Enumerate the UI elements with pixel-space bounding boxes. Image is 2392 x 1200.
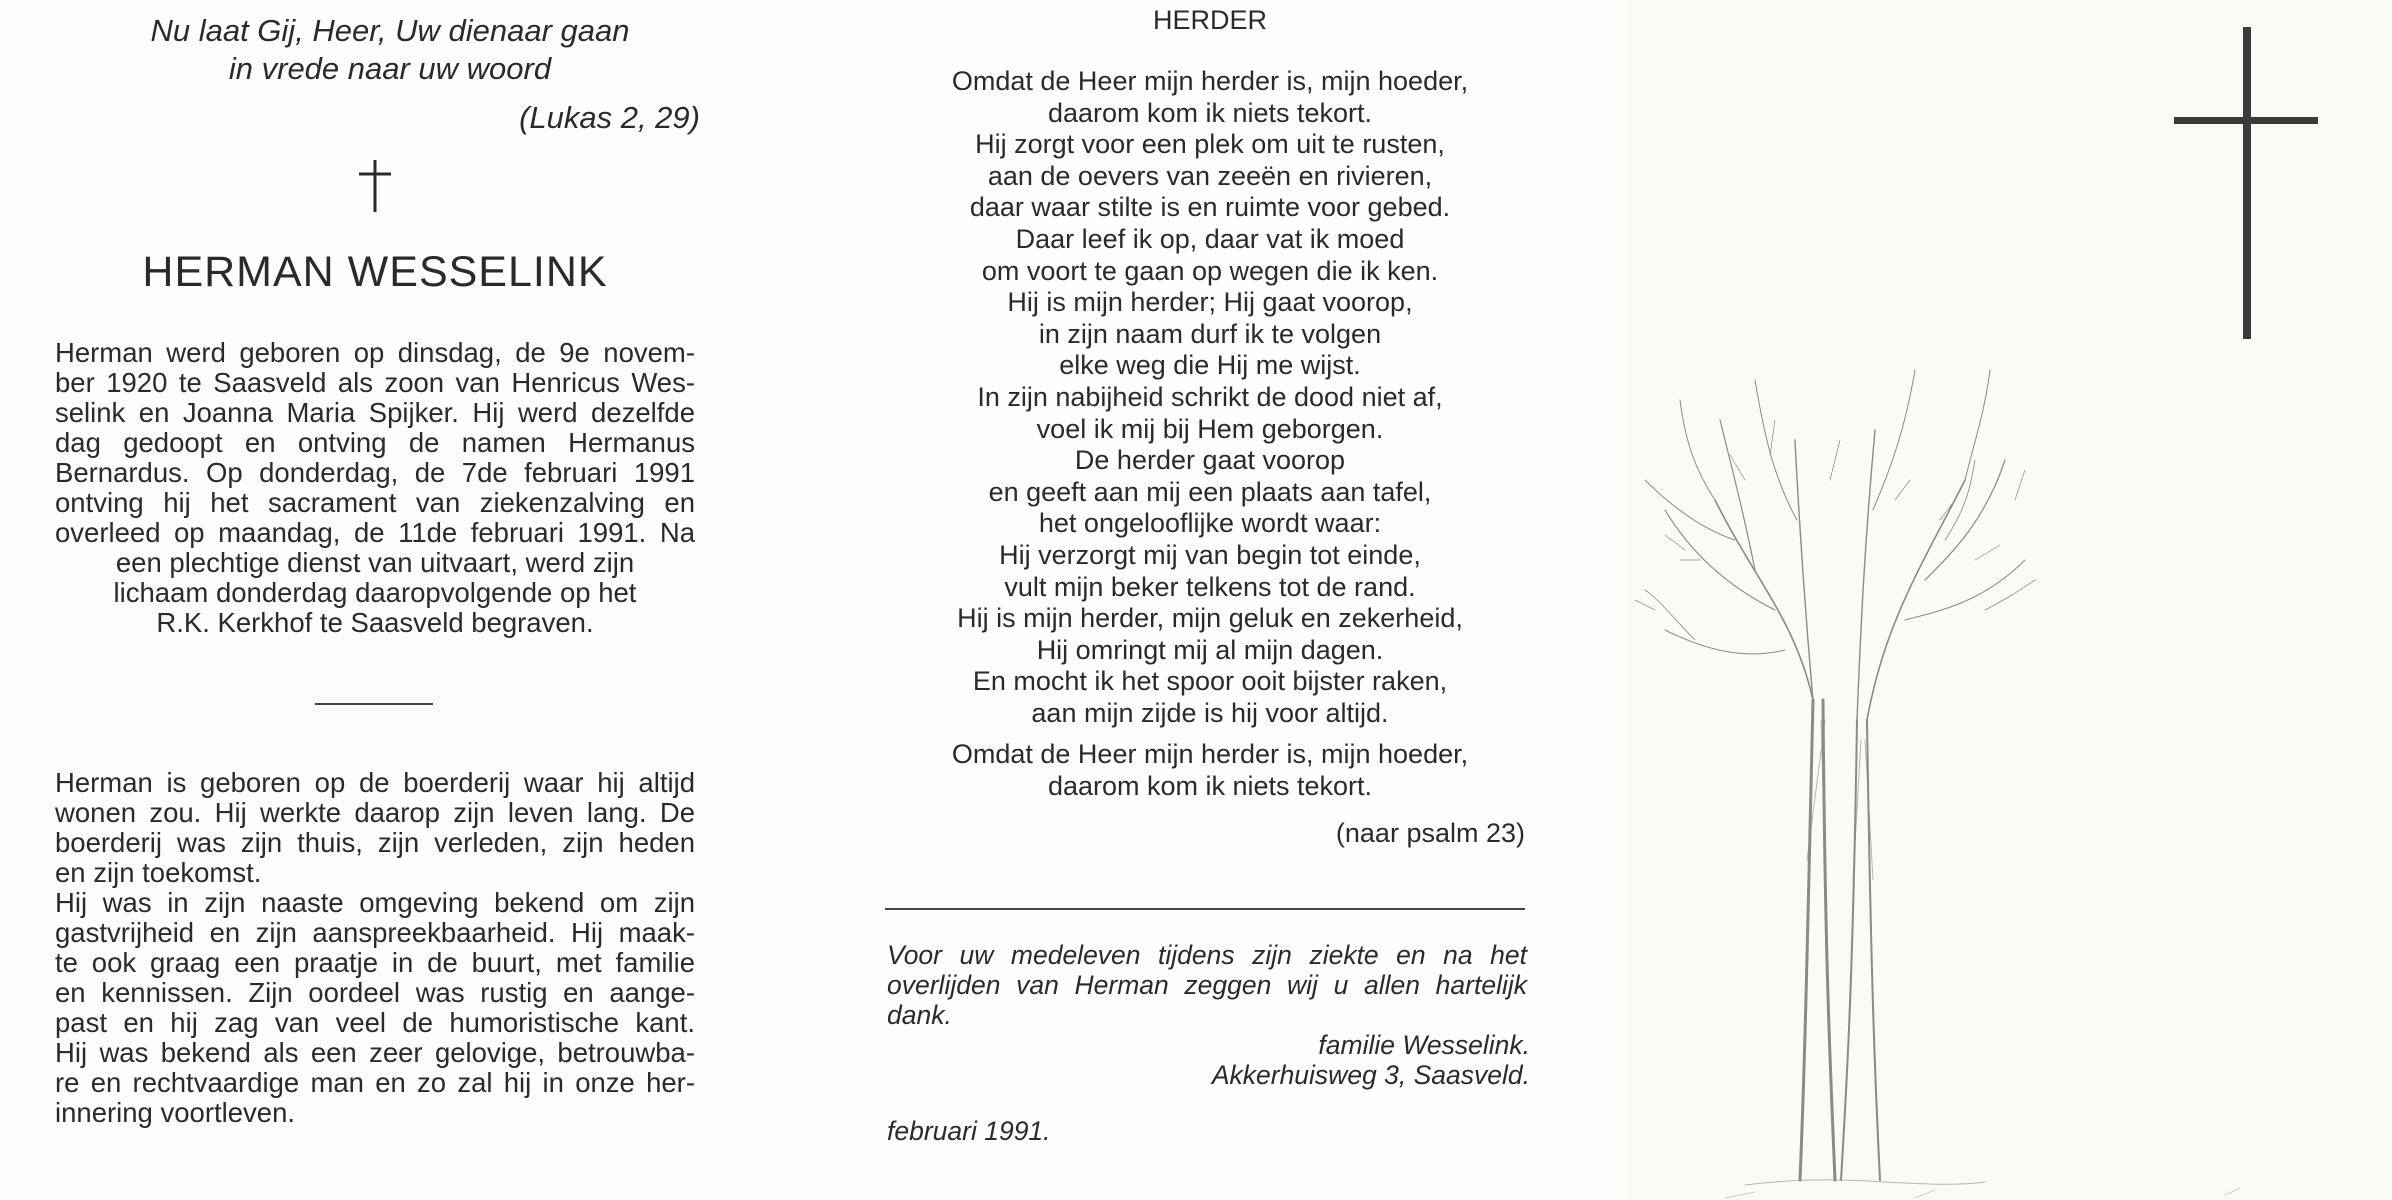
poem-line: vult mijn beker telkens tot de rand. bbox=[1004, 571, 1416, 602]
bio-line: dag gedoopt en ontving de namen Hermanus bbox=[55, 427, 695, 458]
cross-icon bbox=[2160, 25, 2320, 345]
bio-line: ontving hij het sacrament van ziekenzalving en bbox=[55, 487, 695, 518]
poem-line: het ongelooflijke wordt waar: bbox=[1038, 508, 1382, 539]
bio-line: ber 1920 te Saasveld als zoon van Henricus Wes- bbox=[55, 367, 695, 398]
poem-line: in zijn naam durf ik te volgen bbox=[1038, 318, 1382, 349]
quote-line: in vrede naar uw woord bbox=[228, 51, 552, 86]
life-paragraph bbox=[55, 768, 695, 1128]
poem-line: Omdat de Heer mijn herder is, mijn hoeder, bbox=[951, 66, 1469, 96]
poem-title: HERDER bbox=[1152, 5, 1267, 35]
small-cross-icon bbox=[355, 158, 395, 214]
refrain-line: Omdat de Heer mijn herder is, mijn hoeder, bbox=[951, 739, 1469, 770]
middle-panel bbox=[795, 0, 1625, 1200]
left-panel bbox=[0, 0, 795, 1200]
poem-line: De herder gaat voorop bbox=[1074, 445, 1346, 476]
bio-line: overleed op maandag, de 11de februari 1991. Na bbox=[55, 517, 695, 548]
signature-line: Akkerhuisweg 3, Saasveld. bbox=[1211, 1060, 1530, 1090]
thanks-line: dank. bbox=[887, 1000, 952, 1030]
card-date: februari 1991. bbox=[887, 1116, 1051, 1146]
life-line: Hij was bekend als een zeer gelovige, betrouwba- bbox=[55, 1037, 695, 1068]
poem-line: Hij omringt mij al mijn dagen. bbox=[1036, 634, 1384, 665]
poem-line: Hij verzorgt mij van begin tot einde, bbox=[999, 539, 1421, 570]
poem-line: voel ik mij bij Hem geborgen. bbox=[1036, 413, 1384, 444]
poem bbox=[795, 66, 1625, 803]
life-line: boerderij was zijn thuis, zijn verleden, zijn heden bbox=[55, 827, 695, 858]
poem-line: daar waar stilte is en ruimte voor gebed. bbox=[969, 192, 1451, 223]
biography-paragraph bbox=[55, 338, 695, 638]
life-line: innering voortleven. bbox=[55, 1097, 296, 1128]
bio-line: een plechtige dienst van uitvaart, werd zijn bbox=[115, 547, 635, 578]
bible-quote bbox=[90, 12, 690, 88]
thanks-line: Voor uw medeleven tijdens zijn ziekte en na het bbox=[887, 940, 1527, 970]
poem-line: en geeft aan mij een plaats aan tafel, bbox=[988, 476, 1432, 507]
poem-line: om voort te gaan op wegen die ik ken. bbox=[981, 255, 1439, 286]
poem-line: Hij is mijn herder, mijn geluk en zekerheid, bbox=[957, 603, 1463, 634]
refrain-line: daarom kom ik niets tekort. bbox=[1047, 771, 1373, 802]
poem-line: aan de oevers van zeeën en rivieren, bbox=[987, 160, 1433, 191]
poem-line: Hij is mijn herder; Hij gaat voorop, bbox=[1007, 287, 1413, 318]
poem-line: Daar leef ik op, daar vat ik moed bbox=[1015, 223, 1405, 254]
poem-line: Hij zorgt voor een plek om uit te rusten, bbox=[975, 129, 1445, 160]
life-line: te ook graag een praatje in de buurt, met familie bbox=[55, 947, 695, 978]
life-line: past en hij zag van veel de humoristische kant. bbox=[55, 1007, 695, 1038]
bio-line: Herman werd geboren op dinsdag, de 9e novem- bbox=[55, 337, 695, 368]
life-line: Hij was in zijn naaste omgeving bekend om zijn bbox=[55, 887, 695, 918]
signature-line: familie Wesselink. bbox=[1318, 1030, 1530, 1060]
life-line: en kennissen. Zijn oordeel was rustig en aange- bbox=[55, 977, 695, 1008]
bio-line: selink en Joanna Maria Spijker. Hij werd dezelfde bbox=[55, 397, 695, 428]
life-line: gastvrijheid en zijn aanspreekbaarheid. Hij maak- bbox=[55, 917, 695, 948]
bio-line: Bernardus. Op donderdag, de 7de februari 1991 bbox=[55, 457, 695, 488]
poem-line: In zijn nabijheid schrikt de dood niet af, bbox=[977, 381, 1443, 412]
life-line: Herman is geboren op de boerderij waar hij altijd bbox=[55, 767, 695, 798]
poem-line: elke weg die Hij me wijst. bbox=[1059, 350, 1361, 381]
life-line: re en rechtvaardige man en zo zal hij in onze her- bbox=[55, 1067, 695, 1098]
poem-line: aan mijn zijde is hij voor altijd. bbox=[1031, 697, 1389, 728]
life-line: wonen zou. Hij werkte daarop zijn leven lang. De bbox=[55, 797, 695, 828]
life-line: en zijn toekomst. bbox=[55, 857, 262, 888]
deceased-name: HERMAN WESSELINK bbox=[142, 248, 608, 296]
tree-drawing bbox=[1625, 360, 2392, 1200]
poem-line: En mocht ik het spoor ooit bijster raken, bbox=[972, 666, 1448, 697]
bio-line: R.K. Kerkhof te Saasveld begraven. bbox=[156, 607, 594, 638]
divider bbox=[315, 703, 433, 705]
bio-line: lichaam donderdag daaropvolgende op het bbox=[113, 577, 637, 608]
thanks-line: overlijden van Herman zeggen wij u allen hartelijk bbox=[887, 970, 1527, 1000]
poem-line: daarom kom ik niets tekort. bbox=[1047, 97, 1373, 128]
psalm-reference: (naar psalm 23) bbox=[1335, 818, 1525, 848]
quote-reference: (Lukas 2, 29) bbox=[519, 100, 700, 135]
thanks-note bbox=[887, 940, 1527, 1030]
divider bbox=[885, 908, 1525, 910]
quote-line: Nu laat Gij, Heer, Uw dienaar gaan bbox=[150, 13, 630, 48]
family-signature bbox=[1212, 1030, 1530, 1090]
